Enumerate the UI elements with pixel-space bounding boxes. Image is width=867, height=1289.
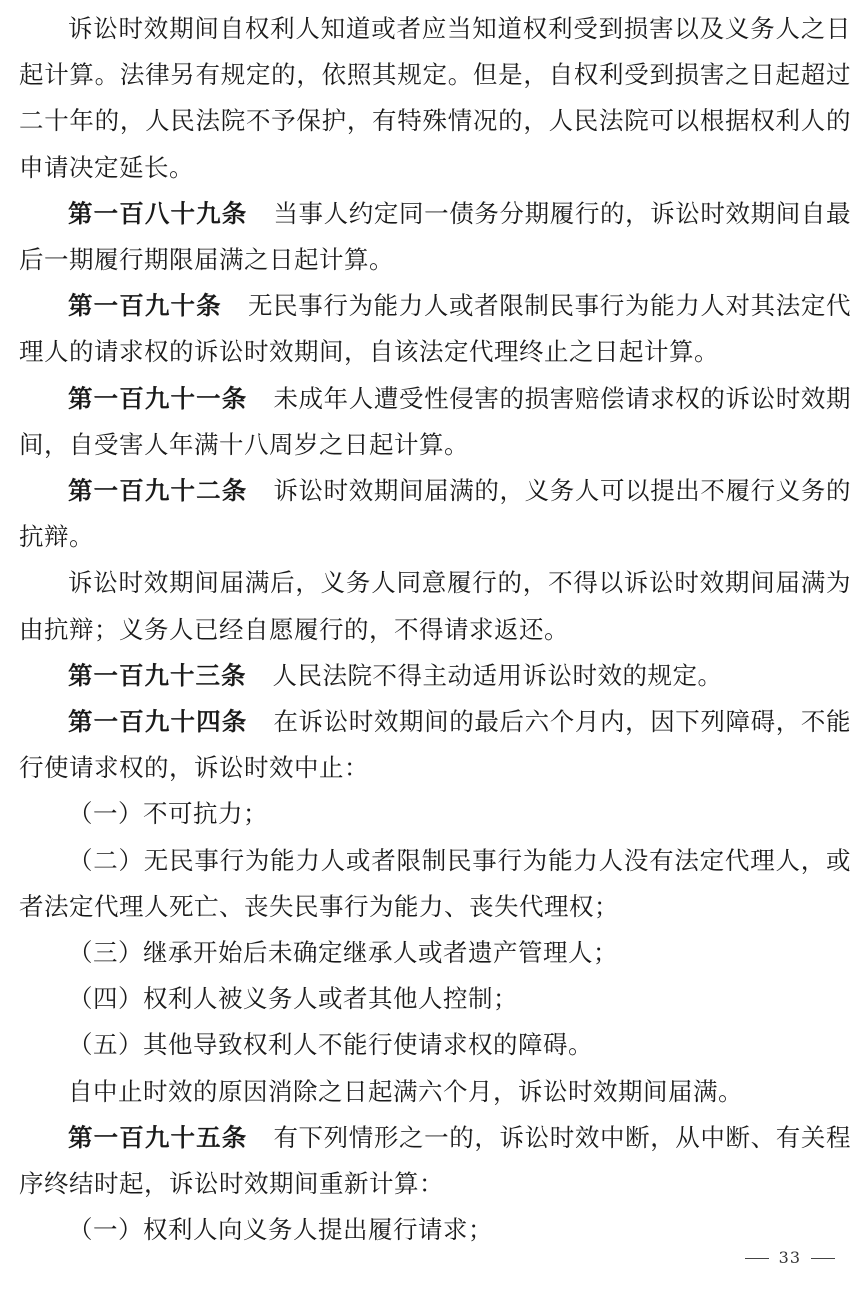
paragraph-text: 在诉讼时效期间的最后六个月内，因下列障碍，不能行使请求权的，诉讼时效中止： bbox=[19, 707, 852, 783]
article-number: 第一百九十条 bbox=[68, 291, 222, 321]
list-item bbox=[19, 930, 851, 976]
footer-dash-left bbox=[745, 1258, 769, 1259]
paragraph-text: 无民事行为能力人或者限制民事行为能力人对其法定代理人的请求权的诉讼时效期间，自该法定代理终止之日起计算。 bbox=[19, 291, 852, 367]
article-number: 第一百九十四条 bbox=[68, 707, 248, 737]
list-item bbox=[19, 791, 851, 837]
paragraph-text: 诉讼时效期间届满的，义务人可以提出不履行义务的抗辩。 bbox=[19, 476, 852, 552]
article-paragraph bbox=[19, 468, 851, 560]
article-paragraph bbox=[19, 699, 851, 791]
paragraph bbox=[19, 6, 851, 191]
paragraph bbox=[19, 560, 851, 652]
paragraph-text: 诉讼时效期间届满后，义务人同意履行的，不得以诉讼时效期间届满为由抗辩；义务人已经自愿履行的，不得请求返还。 bbox=[19, 568, 851, 644]
paragraph-text: 未成年人遭受性侵害的损害赔偿请求权的诉讼时效期间，自受害人年满十八周岁之日起计算。 bbox=[19, 383, 852, 459]
paragraph-text: 人民法院不得主动适用诉讼时效的规定。 bbox=[272, 660, 723, 690]
paragraph-text: 当事人约定同一债务分期履行的，诉讼时效期间自最后一期履行期限届满之日起计算。 bbox=[19, 198, 852, 275]
page-number: 33 bbox=[778, 1248, 801, 1267]
paragraph-text: 自中止时效的原因消除之日起满六个月，诉讼时效期间届满。 bbox=[68, 1076, 743, 1106]
list-item bbox=[19, 976, 851, 1022]
paragraph bbox=[19, 1069, 851, 1115]
document-page bbox=[19, 0, 851, 1253]
article-paragraph bbox=[19, 283, 851, 375]
article-paragraph bbox=[19, 191, 851, 283]
paragraph-text: 诉讼时效期间自权利人知道或者应当知道权利受到损害以及义务人之日起计算。法律另有规定的，依照其规定。但是，自权利受到损害之日起超过二十年的，人民法院不予保护，有特殊情况的，人民法院可以根据权利人的申请决定延长。 bbox=[19, 14, 851, 182]
page-footer bbox=[735, 1248, 845, 1267]
article-paragraph bbox=[19, 376, 851, 468]
paragraph-text: （一）权利人向义务人提出履行请求； bbox=[68, 1215, 493, 1245]
paragraph-text: （二）无民事行为能力人或者限制民事行为能力人没有法定代理人，或者法定代理人死亡、丧失民事行为能力、丧失代理权； bbox=[19, 845, 851, 921]
list-item bbox=[19, 838, 851, 930]
article-number: 第一百八十九条 bbox=[68, 198, 248, 228]
article-paragraph bbox=[19, 1115, 851, 1207]
article-number: 第一百九十二条 bbox=[68, 476, 248, 506]
article-number: 第一百九十一条 bbox=[68, 383, 248, 413]
paragraph-text: （四）权利人被义务人或者其他人控制； bbox=[68, 984, 518, 1014]
footer-dash-right bbox=[811, 1258, 835, 1259]
article-number: 第一百九十三条 bbox=[68, 660, 247, 690]
paragraph-text: （一）不可抗力； bbox=[68, 799, 268, 829]
article-number: 第一百九十五条 bbox=[68, 1122, 248, 1152]
article-paragraph bbox=[19, 653, 851, 699]
paragraph-text: （三）继承开始后未确定继承人或者遗产管理人； bbox=[68, 938, 618, 968]
paragraph-text: （五）其他导致权利人不能行使请求权的障碍。 bbox=[68, 1030, 593, 1060]
list-item bbox=[19, 1207, 851, 1253]
paragraph-text: 有下列情形之一的，诉讼时效中断，从中断、有关程序终结时起，诉讼时效期间重新计算： bbox=[19, 1122, 852, 1199]
list-item bbox=[19, 1022, 851, 1068]
